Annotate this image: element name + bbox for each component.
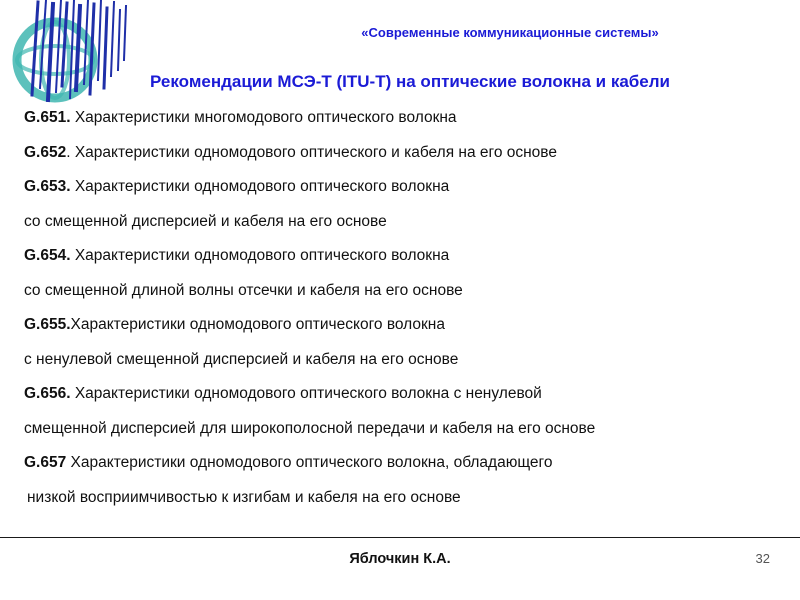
recommendations-list	[24, 106, 784, 520]
recommendation-text: Характеристики многомодового оптического волокна	[70, 109, 457, 126]
author-name: Яблочкин К.А.	[349, 551, 451, 567]
list-item-continuation	[24, 486, 784, 521]
list-item	[24, 141, 784, 176]
recommendation-text: Характеристики одномодового оптического волокна	[70, 247, 450, 264]
list-item	[24, 106, 784, 141]
logo-icon	[10, 0, 140, 110]
recommendation-code: G.656.	[24, 385, 71, 402]
recommendation-text: Характеристики одномодового оптического волокна, обладающего	[66, 454, 553, 471]
list-item	[24, 244, 784, 279]
recommendation-code: G.653.	[24, 178, 71, 195]
recommendation-text: . Характеристики одномодового оптического и кабеля на его основе	[66, 143, 557, 161]
list-item	[24, 313, 784, 348]
list-item	[24, 175, 784, 210]
recommendation-code: G.652	[24, 143, 67, 161]
recommendation-text: со смещенной дисперсией и кабеля на его основе	[24, 212, 387, 230]
recommendation-code: G.657	[24, 454, 67, 471]
slide-title: Рекомендации МСЭ-Т (ITU-T) на оптические волокна и кабели	[150, 72, 670, 91]
recommendation-code: G.651.	[24, 109, 71, 126]
recommendation-text: с ненулевой смещенной дисперсией и кабеля на его основе	[24, 350, 459, 368]
list-item-continuation	[24, 279, 784, 314]
page-number: 32	[755, 551, 770, 566]
recommendation-text: со смещенной длиной волны отсечки и кабеля на его основе	[24, 281, 463, 299]
recommendation-code: G.654.	[24, 247, 71, 264]
presentation-title: «Современные коммуникационные системы»	[361, 25, 659, 40]
recommendation-text: Характеристики одномодового оптического волокна с ненулевой	[70, 385, 542, 402]
list-item-continuation	[24, 210, 784, 245]
list-item-continuation	[24, 417, 784, 452]
recommendation-text: Характеристики одномодового оптического волокна	[70, 316, 445, 333]
recommendation-text: Характеристики одномодового оптического волокна	[70, 178, 450, 195]
recommendation-text: низкой восприимчивостью к изгибам и кабеля на его основе	[27, 488, 461, 506]
recommendation-text: смещенной дисперсией для широкополосной передачи и кабеля на его основе	[24, 419, 596, 437]
list-item	[24, 382, 784, 417]
list-item	[24, 451, 784, 486]
footer-divider	[0, 537, 800, 538]
recommendation-code: G.655.	[24, 316, 71, 333]
list-item-continuation	[24, 348, 784, 383]
